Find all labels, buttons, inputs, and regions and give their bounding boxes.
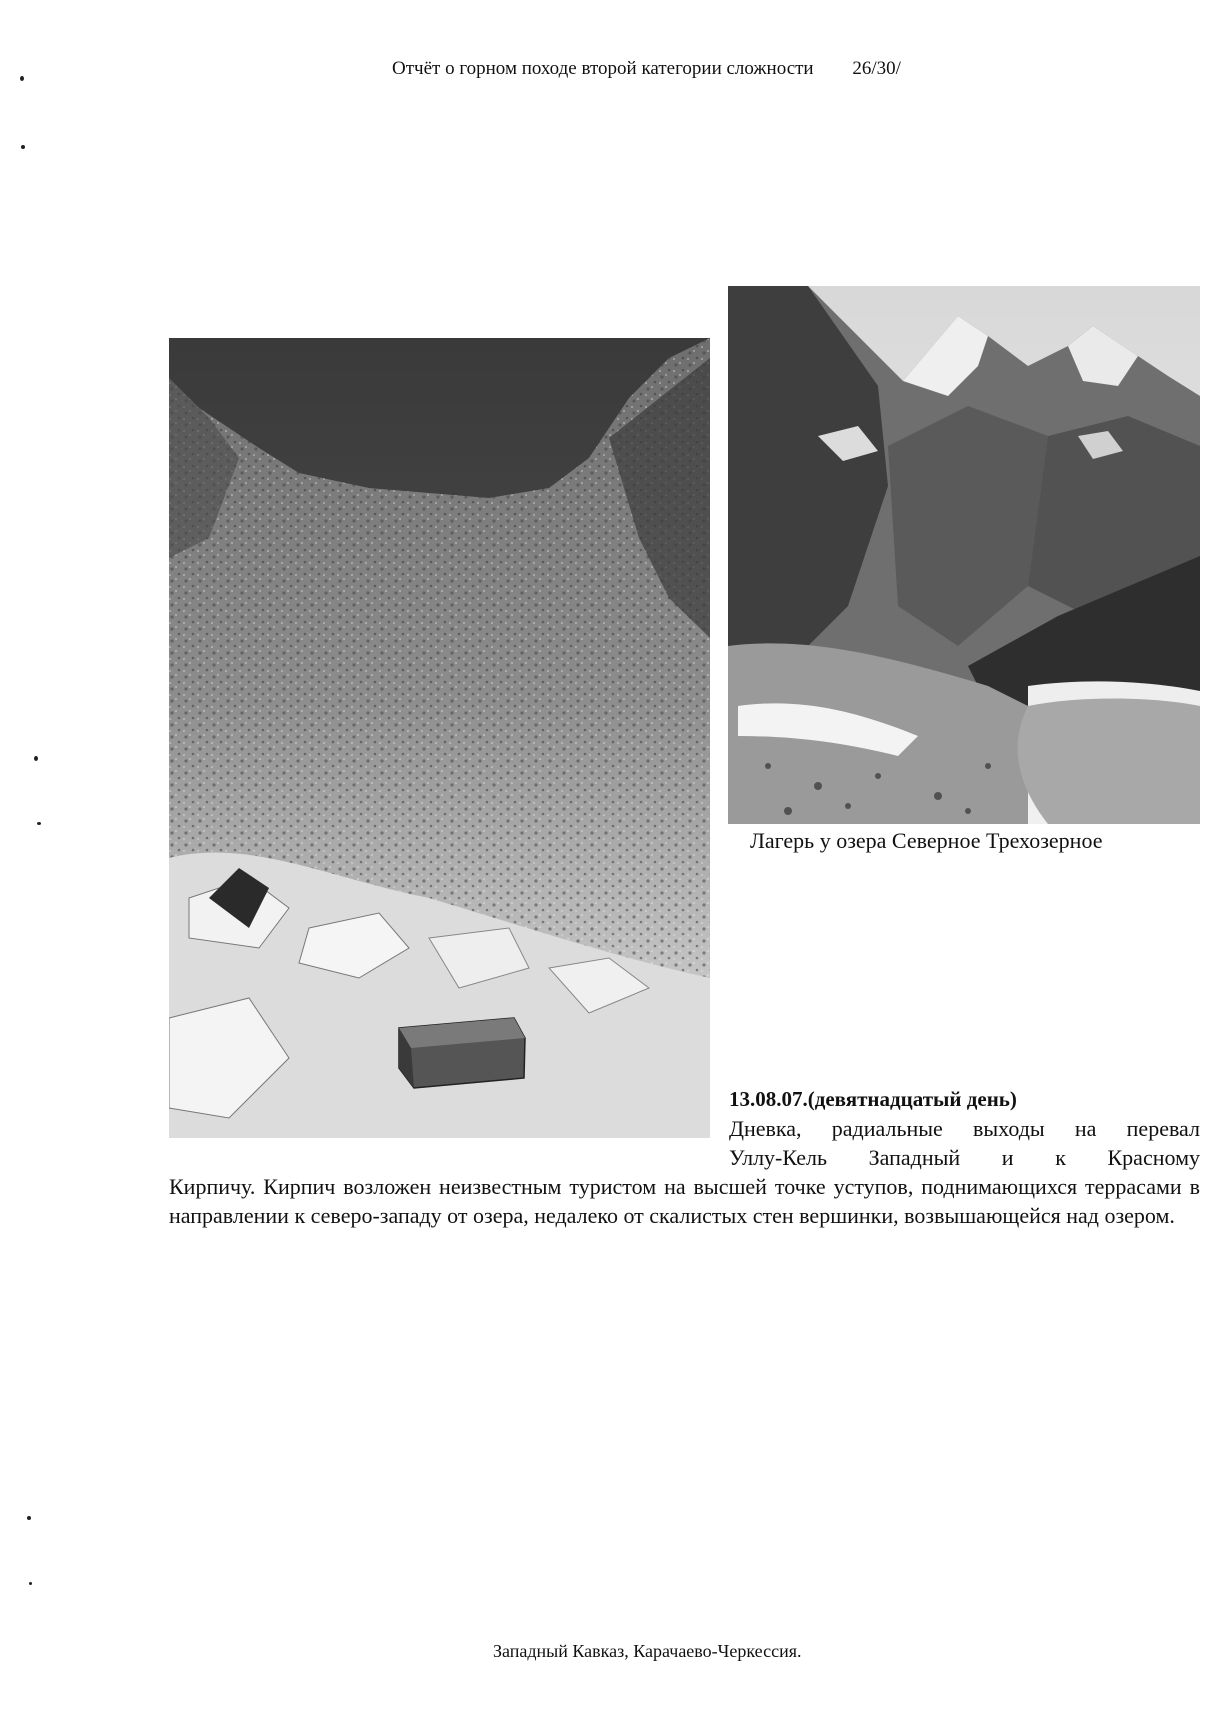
page-footer: Западный Кавказ, Карачаево-Черкессия. (493, 1641, 802, 1661)
entry-text-body: Кирпичу. Кирпич возложен неизвестным туристом на высшей точке уступов, поднимающихся террасами в направлении к северо-западу от озера, недалеко от скалистых стен вершинки, возвышающейся над озером. (169, 1174, 1200, 1228)
entry-date-heading: 13.08.07.(девятнадцатый день) (729, 1087, 1017, 1111)
mountain-lake-image (728, 286, 1200, 824)
entry-text-line-2: Уллу-Кель Западный и к Красному (729, 1145, 1200, 1170)
scan-speck (27, 1516, 31, 1520)
page-header (392, 58, 901, 80)
scree-slope-image (169, 338, 710, 1138)
scan-speck (34, 756, 38, 761)
entry-text-line-1: Дневка, радиальные выходы на перевал (729, 1116, 1200, 1141)
scan-speck (29, 1582, 32, 1585)
page-number: 26/30/ (852, 58, 901, 79)
photo-caption: Лагерь у озера Северное Трехозерное (750, 828, 1103, 853)
report-title: Отчёт о горном походе второй категории сложности (392, 58, 814, 79)
photo-mountains-and-lake (728, 286, 1200, 824)
photo-scree-slope-with-brick (169, 338, 710, 1138)
scan-speck (21, 145, 25, 149)
scan-speck (20, 76, 24, 81)
scan-speck (37, 822, 41, 825)
